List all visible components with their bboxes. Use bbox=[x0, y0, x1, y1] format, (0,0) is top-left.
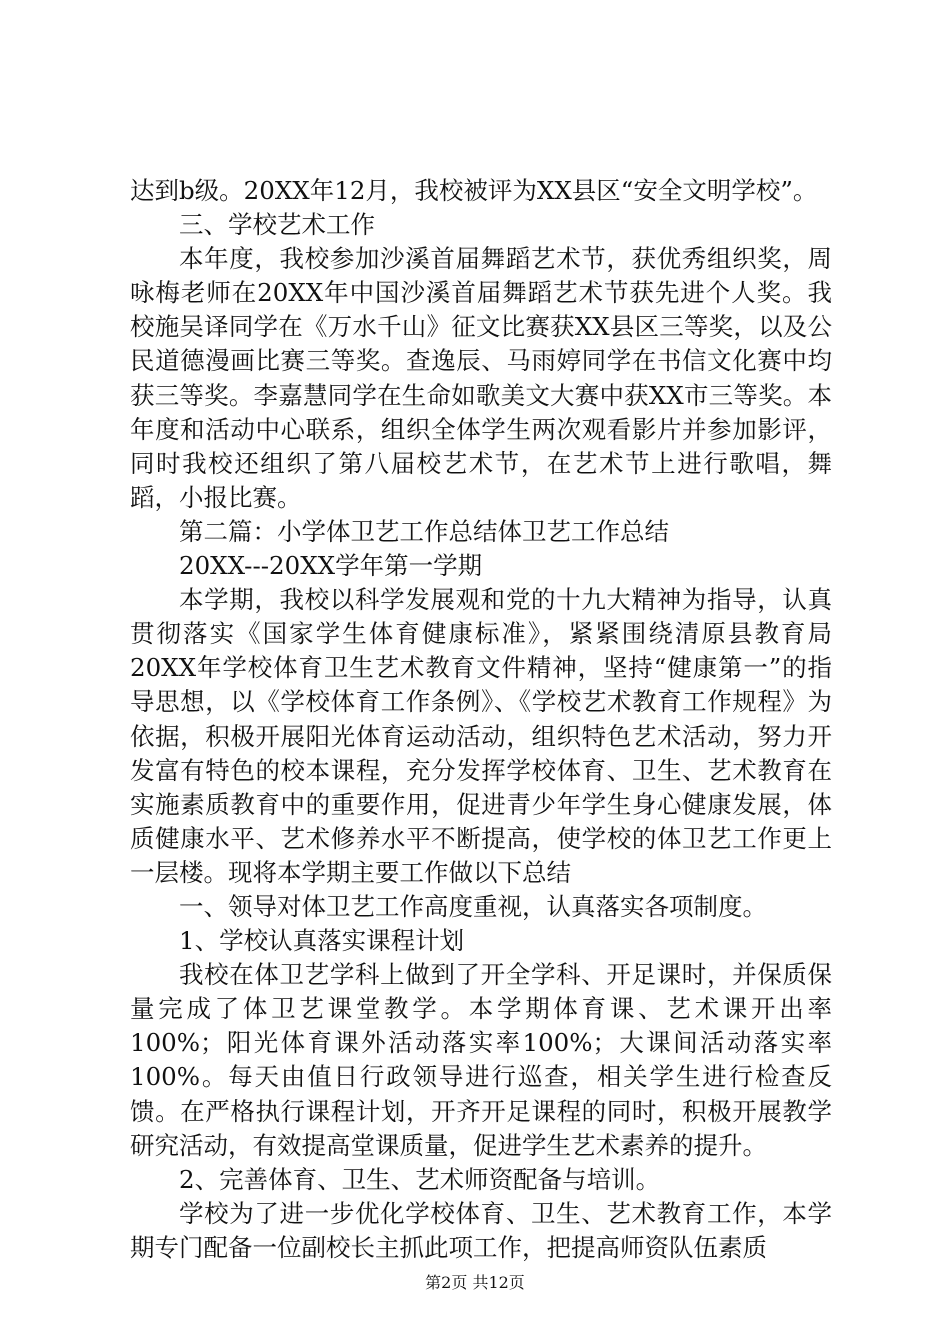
paragraph-curriculum: 我校在体卫艺学科上做到了开全学科、开足课时，并保质保量完成了体卫艺课堂教学。本学期体育课、艺术课开出率100%；阳光体育课外活动落实率100%；大课间活动落实率100%。每天由值日行政领导进行巡查，相关学生进行检查反馈。在严格执行课程计划，开齐开足课程的同时，积极开展教学研究活动，有效提高堂课质量，促进学生艺术素养的提升。 bbox=[130, 960, 832, 1160]
semester-label: 20XX---20XX学年第一学期 bbox=[179, 551, 483, 581]
page-number-footer: 第2页 共12页 bbox=[425, 1273, 525, 1292]
paragraph-1: 达到b级。20XX年12月，我校被评为XX县区“安全文明学校”。 bbox=[130, 176, 818, 205]
paragraph-semester-overview: 本学期，我校以科学发展观和党的十九大精神为指导，认真贯彻落实《国家学生体育健康标准》，紧紧围绕清原县教育局20XX年学校体育卫生艺术教育文件精神，坚持“健康第一”的指导思想，以《学校体育工作条例》、《学校艺术教育工作规程》为依据，积极开展阳光体育运动活动，组织特色艺术活动，努力开发富有特色的校本课程，充分发挥学校体育、卫生、艺术教育在实施素质教育中的重要作用，促进青少年学生身心健康发展，体质健康水平、艺术修养水平不断提高，使学校的体卫艺工作更上一层楼。现将本学期主要工作做以下总结 bbox=[130, 585, 832, 887]
paragraph-art-awards: 本年度，我校参加沙溪首届舞蹈艺术节，获优秀组织奖，周咏梅老师在20XX年中国沙溪首届舞蹈艺术节获先进个人奖。我校施吴译同学在《万水千山》征文比赛获XX县区三等奖，以及公民道德漫画比赛三等奖。查逸辰、马雨婷同学在书信文化赛中均获三等奖。李嘉慧同学在生命如歌美文大赛中获XX市三等奖。本年度和活动中心联系，组织全体学生两次观看影片并参加影评，同时我校还组织了第八届校艺术节，在艺术节上进行歌唱，舞蹈，小报比赛。 bbox=[130, 244, 832, 512]
heading-curriculum-plan: 1、学校认真落实课程计划 bbox=[179, 926, 465, 956]
body-text bbox=[130, 174, 832, 1265]
heading-chapter-two: 第二篇：小学体卫艺工作总结体卫艺工作总结 bbox=[179, 516, 669, 546]
heading-leadership: 一、领导对体卫艺工作高度重视，认真落实各项制度。 bbox=[179, 891, 767, 921]
heading-teacher-training: 2、完善体育、卫生、艺术师资配备与培训。 bbox=[179, 1164, 661, 1194]
paragraph-teacher-training: 学校为了进一步优化学校体育、卫生、艺术教育工作，本学期专门配备一位副校长主抓此项工作，把提高师资队伍素质 bbox=[130, 1198, 832, 1262]
heading-school-art-work: 三、学校艺术工作 bbox=[179, 210, 375, 240]
